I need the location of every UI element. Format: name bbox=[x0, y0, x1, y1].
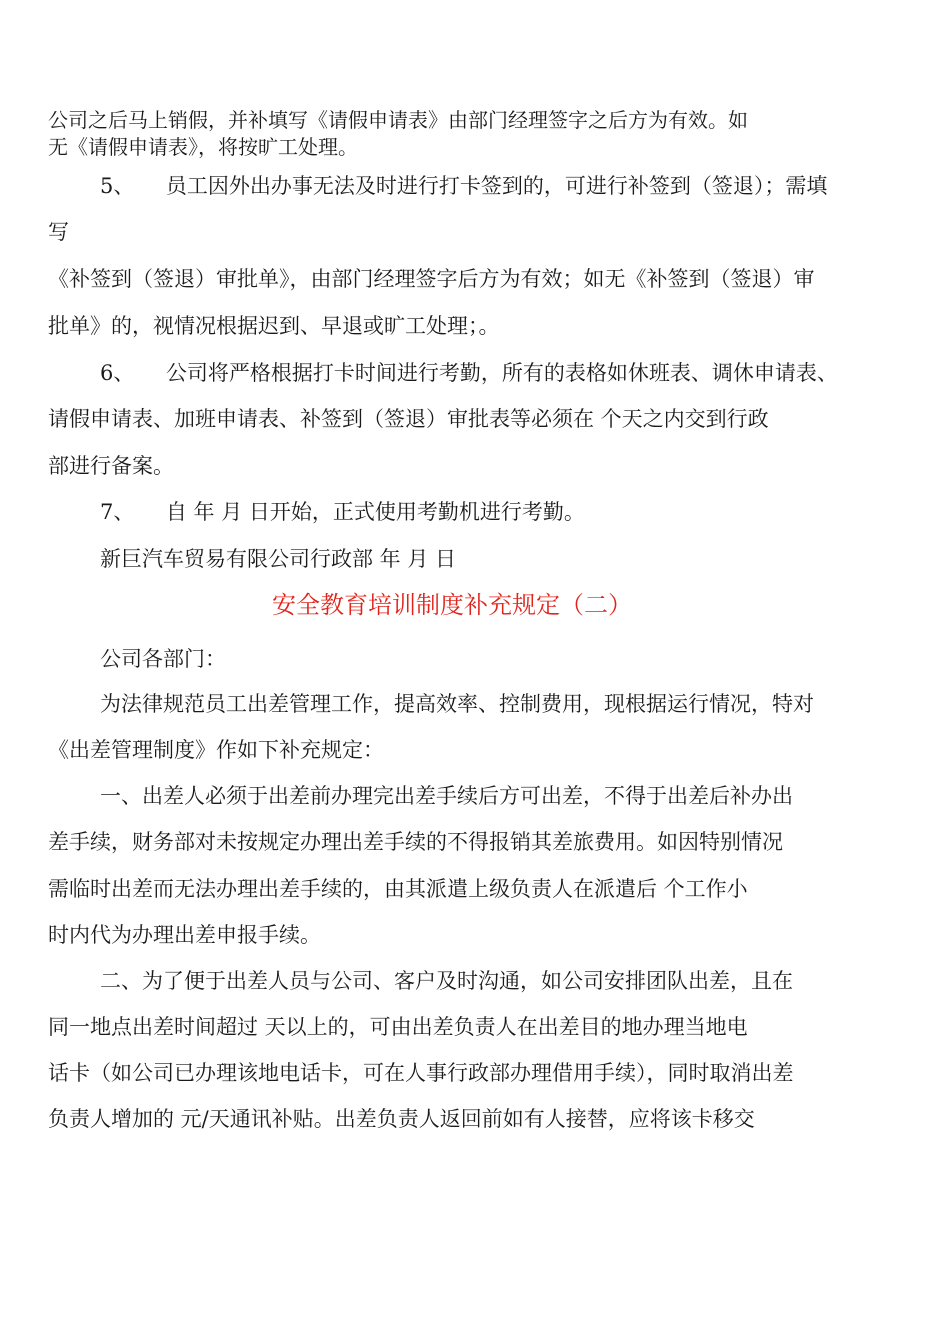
paragraph-line: 6、 公司将严格根据打卡时间进行考勤，所有的表格如休班表、调休申请表、 bbox=[100, 361, 838, 385]
paragraph-line: 负责人增加的 元/天通讯补贴。出差负责人返回前如有人接替，应将该卡移交 bbox=[48, 1107, 755, 1131]
section-title: 安全教育培训制度补充规定（二） bbox=[272, 591, 632, 619]
paragraph-line: 7、 自 年 月 日开始，正式使用考勤机进行考勤。 bbox=[100, 500, 585, 524]
paragraph-line: 同一地点出差时间超过 天以上的，可由出差负责人在出差目的地办理当地电 bbox=[48, 1015, 748, 1039]
paragraph-line: 《补签到（签退）审批单》，由部门经理签字后方为有效；如无《补签到（签退）审 bbox=[48, 267, 815, 291]
paragraph-line: 时内代为办理出差申报手续。 bbox=[48, 923, 321, 947]
paragraph-line: 公司之后马上销假，并补填写《请假申请表》由部门经理签字之后方为有效。如 bbox=[48, 108, 748, 132]
paragraph-line: 请假申请表、加班申请表、补签到（签退）审批表等必须在 个天之内交到行政 bbox=[48, 407, 769, 431]
signature-line: 新巨汽车贸易有限公司行政部 年 月 日 bbox=[100, 547, 457, 571]
paragraph-line: 无《请假申请表》，将按旷工处理。 bbox=[48, 135, 358, 159]
paragraph-line: 《出差管理制度》作如下补充规定： bbox=[48, 738, 384, 762]
paragraph-line: 二、为了便于出差人员与公司、客户及时沟通，如公司安排团队出差，且在 bbox=[100, 969, 793, 993]
paragraph-line: 5、 员工因外出办事无法及时进行打卡签到的，可进行补签到（签退）；需填 bbox=[100, 174, 828, 198]
paragraph-line: 一、出差人必须于出差前办理完出差手续后方可出差，不得于出差后补办出 bbox=[100, 784, 793, 808]
paragraph-line: 为法律规范员工出差管理工作，提高效率、控制费用，现根据运行情况，特对 bbox=[100, 692, 814, 716]
paragraph-line: 话卡（如公司已办理该地电话卡，可在人事行政部办理借用手续），同时取消出差 bbox=[48, 1061, 794, 1085]
paragraph-line: 部进行备案。 bbox=[48, 454, 174, 478]
paragraph-line: 差手续，财务部对未按规定办理出差手续的不得报销其差旅费用。如因特别情况 bbox=[48, 830, 783, 854]
salutation: 公司各部门： bbox=[100, 647, 226, 671]
paragraph-line: 写 bbox=[48, 220, 69, 244]
paragraph-line: 需临时出差而无法办理出差手续的，由其派遣上级负责人在派遣后 个工作小 bbox=[48, 877, 748, 901]
paragraph-line: 批单》的，视情况根据迟到、早退或旷工处理；。 bbox=[48, 314, 500, 338]
